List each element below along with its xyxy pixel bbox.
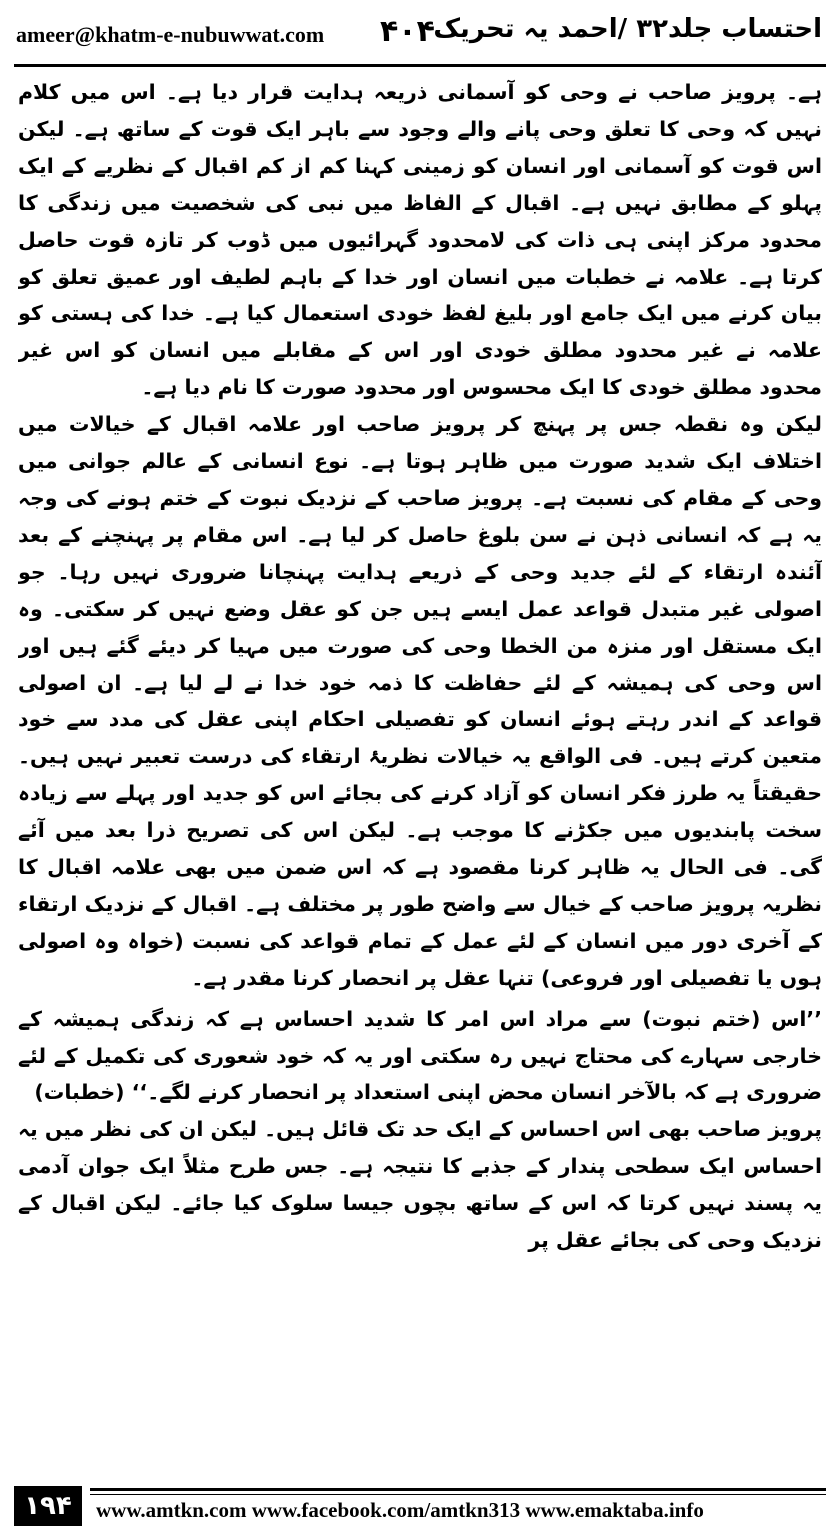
- header-divider: [14, 64, 826, 67]
- footer-divider-thin: [90, 1494, 826, 1495]
- paragraph-1: ہے۔ پرویز صاحب نے وحی کو آسمانی ذریعہ ہدایت قرار دیا ہے۔ اس میں کلام نہیں کہ وحی کا تعلق وحی پانے والے وجود سے باہر ایک قوت کے ساتھ ہے۔ لیکن اس قوت کو آسمانی اور انسان کو زمینی کہنا کم از کم اقبال کے نظریے کے ایک پہلو کے مطابق نہیں ہے۔ اقبال کے الفاظ میں نبی کی شخصیت میں زندگی کا محدود مرکز اپنی ہی ذات کی لامحدود گہرائیوں میں ڈوب کر تازہ قوت حاصل کرتا ہے۔ علامہ نے خطبات میں انسان اور خدا کے باہم لطیف اور عمیق تعلق کو بیان کرنے میں ایک جامع اور بلیغ لفظ خودی استعمال کیا ہے۔ خدا کی ہستی کو علامہ نے غیر محدود مطلق خودی اور اس کے مقابلے میں انسان کو اس غیر محدود مطلق خودی کا ایک محسوس اور محدود صورت کا نام دیا ہے۔: [18, 80, 822, 400]
- page-body: [18, 74, 822, 1472]
- page-footer: [0, 1484, 840, 1540]
- header-email: ameer@khatm-e-nubuwwat.com: [16, 22, 325, 47]
- quote-paragraph: ’’اس (ختم نبوت) سے مراد اس امر کا شدید احساس ہے کہ زندگی ہمیشہ کے خارجی سہارے کی محتاج نہیں رہ سکتی اور یہ کہ خود شعوری کی تکمیل کے لئے ضروری ہے کہ بالآخر انسان محض اپنی استعداد پر انحصار کرنے لگے۔‘‘ (خطبات): [18, 1006, 822, 1105]
- footer-page-number: ۱۹۴: [14, 1486, 82, 1526]
- footer-divider: [90, 1488, 826, 1491]
- paragraph-2: لیکن وہ نقطہ جس پر پہنچ کر پرویز صاحب اور علامہ اقبال کے خیالات میں اختلاف ایک شدید صورت میں ظاہر ہوتا ہے۔ نوع انسانی کے عالم جوانی میں وحی کے مقام کی نسبت ہے۔ پرویز صاحب کے نزدیک نبوت کے ختم ہونے کی وجہ یہ ہے کہ انسانی ذہن نے سن بلوغ حاصل کر لیا ہے۔ اس مقام پر پہنچنے کے بعد آئندہ ارتقاء کے لئے جدید وحی کے ذریعے ہدایت پہنچانا ضروری نہیں رہا۔ جو اصولی غیر متبدل قواعد عمل ایسے ہیں جن کو عقل وضع نہیں کر سکتی۔ وہ ایک مستقل اور منزہ من الخطا وحی کی صورت میں مہیا کر دیئے گئے ہیں اور اس وحی کی ہمیشہ کے لئے حفاظت کا ذمہ خود خدا نے لے لیا ہے۔ ان اصولی قواعد کے اندر رہتے ہوئے انسان کو تفصیلی احکام اپنی عقل کی مدد سے خود متعین کرتے ہیں۔ فی الواقع یہ خیالات نظریۂ ارتقاء کی درست تعبیر نہیں ہیں۔ حقیقتاً یہ طرز فکر انسان کو آزاد کرنے کی بجائے اس کو جدید اور پہلے سے زیادہ سخت پابندیوں میں جکڑنے کا موجب ہے۔ لیکن اس کی تصریح ذرا بعد میں آئے گی۔ فی الحال یہ ظاہر کرنا مقصود ہے کہ اس ضمن میں بھی علامہ اقبال کا نظریہ پرویز صاحب کے خیال سے واضح طور پر مختلف ہے۔ اقبال کے نزدیک ارتقاء کے آخری دور میں انسان کے لئے عمل کے تمام قواعد کی نسبت (خواہ وہ اصولی ہوں یا تفصیلی اور فروعی) تنہا عقل پر انحصار کرنا مقدر ہے۔: [18, 412, 822, 990]
- header-title: احتساب جلد۳۲ /احمد یہ تحریک: [433, 14, 822, 44]
- page-header: [0, 0, 840, 64]
- paragraph-4: پرویز صاحب بھی اس احساس کے ایک حد تک قائل ہیں۔ لیکن ان کی نظر میں یہ احساس ایک سطحی پندار کے جذبے کا نتیجہ ہے۔ جس طرح مثلاً ایک جوان آدمی یہ پسند نہیں کرتا کہ اس کے ساتھ بچوں جیسا سلوک کیا جائے۔ لیکن اقبال کے نزدیک وحی کی بجائے عقل پر: [18, 1117, 822, 1253]
- footer-links: www.amtkn.com www.facebook.com/amtkn313 www.emaktaba.info: [96, 1498, 704, 1522]
- header-page-number: ۴۰۴: [380, 14, 435, 49]
